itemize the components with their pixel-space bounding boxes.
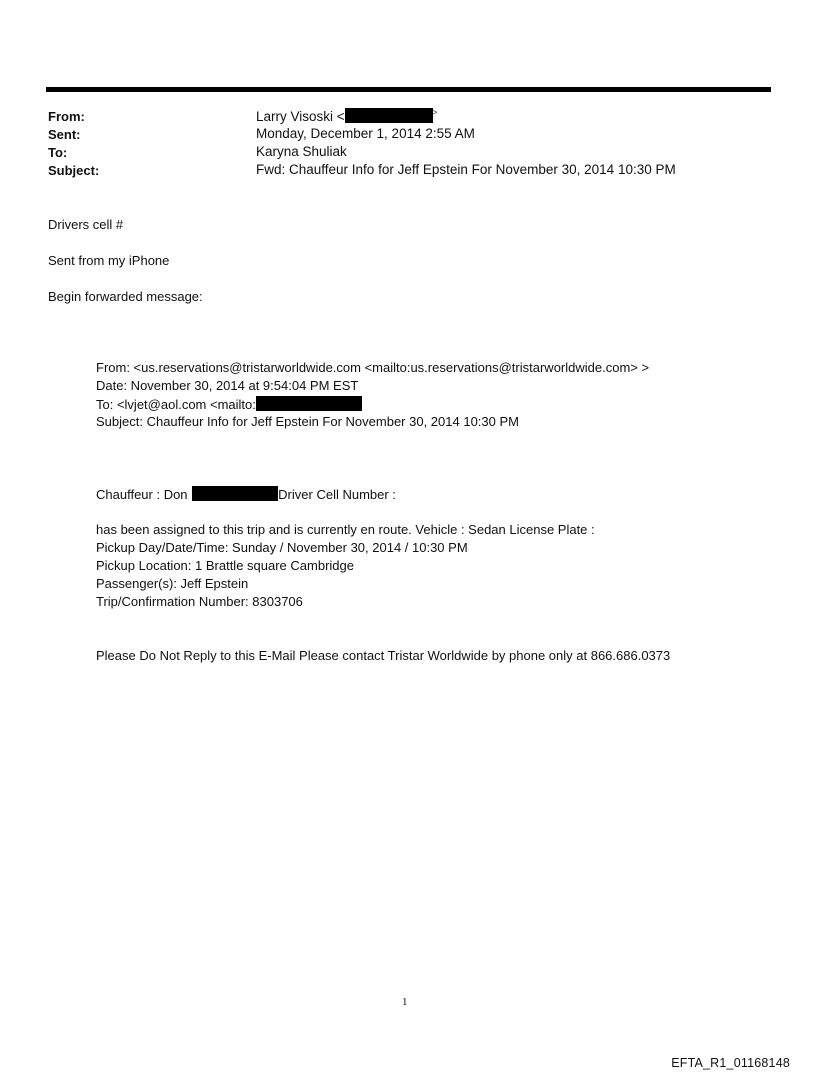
chauffeur-suffix: Driver Cell Number : — [278, 487, 396, 502]
sent-label: Sent: — [48, 127, 81, 142]
body-begin-forwarded: Begin forwarded message: — [48, 289, 203, 304]
from-suffix: > — [432, 108, 438, 117]
to-value: Karyna Shuliak — [256, 144, 347, 159]
subject-label: Subject: — [48, 163, 100, 178]
header-rule — [46, 87, 771, 92]
fwd-from: From: <us.reservations@tristarworldwide.com <mailto:us.reservations@tristarworldwide.com> > — [96, 360, 650, 375]
fwd-date: Date: November 30, 2014 at 9:54:04 PM EST — [96, 378, 359, 393]
fwd-subject: Subject: Chauffeur Info for Jeff Epstein For November 30, 2014 10:30 PM — [96, 414, 519, 429]
subject-value: Fwd: Chauffeur Info for Jeff Epstein For November 30, 2014 10:30 PM — [256, 162, 676, 177]
fwd-to-text: To: <lvjet@aol.com <mailto: — [96, 397, 256, 412]
body-sent-from: Sent from my iPhone — [48, 253, 170, 268]
redaction-box — [345, 108, 433, 123]
chauffeur-line — [96, 486, 396, 502]
pickup-time-line: Pickup Day/Date/Time: Sunday / November 30, 2014 / 10:30 PM — [96, 540, 468, 555]
passengers-line: Passenger(s): Jeff Epstein — [96, 576, 249, 591]
sent-value: Monday, December 1, 2014 2:55 AM — [256, 126, 475, 141]
from-label: From: — [48, 109, 85, 124]
fwd-to — [96, 396, 362, 412]
redaction-box — [256, 396, 362, 411]
to-label: To: — [48, 145, 68, 160]
notice-line: Please Do Not Reply to this E-Mail Please contact Tristar Worldwide by phone only at 866.686.0373 — [96, 648, 671, 663]
confirmation-line: Trip/Confirmation Number: 8303706 — [96, 594, 303, 609]
page-number: 1 — [402, 996, 408, 1008]
assigned-line: has been assigned to this trip and is currently en route. Vehicle : Sedan License Plate : — [96, 522, 595, 537]
pickup-location-line: Pickup Location: 1 Brattle square Cambridge — [96, 558, 354, 573]
from-name: Larry Visoski < — [256, 109, 345, 124]
bates-number: EFTA_R1_01168148 — [671, 1056, 790, 1070]
chauffeur-prefix: Chauffeur : Don — [96, 487, 188, 502]
body-drivers-cell: Drivers cell # — [48, 217, 124, 232]
redaction-box — [192, 486, 278, 501]
from-value — [256, 108, 437, 124]
